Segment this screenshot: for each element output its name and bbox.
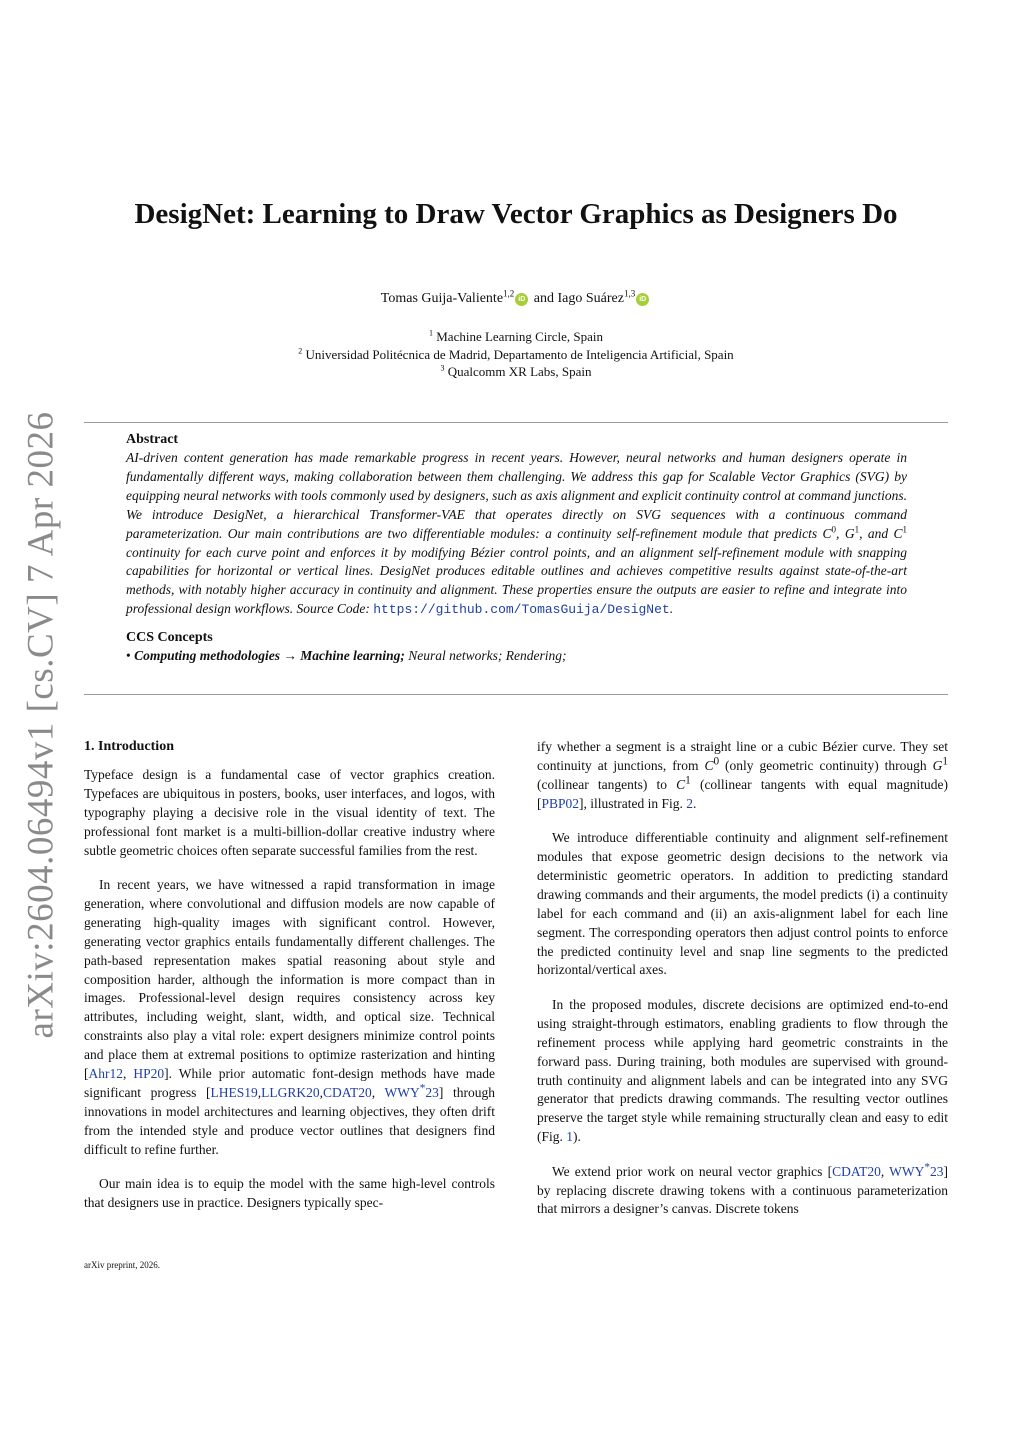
citation-link[interactable]: CDAT20	[322, 1085, 372, 1100]
text-run: ,	[257, 1085, 262, 1100]
math-symbol: C	[822, 525, 832, 541]
text-run: We extend prior work on neural vector graphics [	[552, 1163, 833, 1179]
author-line	[84, 288, 948, 307]
abstract-part: ,	[836, 525, 845, 541]
math-symbol: C	[676, 776, 686, 792]
abstract-part: .	[669, 601, 674, 617]
ccs-term: Machine learning;	[300, 648, 405, 664]
text-run: ]. While prior automatic font-design methods have made significant progress [	[84, 1066, 495, 1100]
math-symbol: G	[844, 525, 855, 541]
math-symbol: G	[932, 757, 943, 773]
section-heading: 1. Introduction	[84, 739, 174, 754]
math-superscript: 1	[685, 774, 691, 787]
affiliation-number: 1	[428, 328, 433, 338]
text-run: ], illustrated in Fig.	[579, 795, 687, 811]
affiliations	[84, 328, 948, 381]
text-run: In recent years, we have witnessed a rapid transformation in image generation, where convolutional and diffusion models are now capable of generating high-quality images with significant control. However, generating vector graphics entails fundamentally different challenges. The path-based representation makes spatial reasoning about style and composition harder, although the information is more compact than in images. Professional-level design requires consistency across key attributes, including weight, slant, width, and optical size. Technical constraints also play a vital role: expert designers minimize control points and place them at extremal positions to optimize rasterization and hinting [	[84, 877, 495, 1082]
text-run: (collinear tangents with equal magnitude) [	[537, 776, 948, 811]
source-code-link[interactable]: https://github.com/TomasGuija/DesigNet	[373, 602, 670, 618]
paragraph	[84, 876, 495, 1160]
citation-star: *	[924, 1161, 930, 1174]
abstract-part: continuity for each curve point and enforces it by modifying Bézier control points, and an alignment self-refinement module with snapping capabilities for horizontal or vertical lines. DesigNet produces editable outlines and achieves competitive results against state-of-the-art methods, with notably higher accuracy in continuity and alignment. These properties ensure the outputs are easier to refine and integrate into professional design workflows. Source Code:	[126, 544, 907, 617]
text-run: ,	[880, 1163, 885, 1179]
figure-link[interactable]: 1	[566, 1129, 574, 1145]
author-conjunction: and	[533, 291, 554, 306]
left-column	[84, 738, 495, 1228]
orcid-icon[interactable]: iD	[636, 293, 649, 306]
citation-link[interactable]	[889, 1161, 944, 1179]
citation-link[interactable]: CDAT20	[832, 1163, 881, 1179]
arrow-icon: →	[283, 648, 297, 664]
math-symbol: C	[893, 525, 903, 541]
author-2-affil: 1,3	[623, 288, 636, 299]
citation-text: 23	[930, 1163, 944, 1179]
arxiv-sidebar	[16, 411, 66, 1039]
ccs-term: Computing methodologies	[134, 648, 281, 664]
affiliation-1	[84, 328, 948, 346]
text-run: ,	[319, 1085, 323, 1100]
paragraph	[537, 738, 948, 814]
citation-link[interactable]: PBP02	[541, 795, 580, 811]
citation-link[interactable]: Ahr12	[88, 1066, 123, 1082]
citation-text: WWY	[384, 1085, 420, 1100]
top-divider	[84, 422, 948, 423]
abstract-part: AI-driven content generation has made remarkable progress in recent years. However, neural networks and human designers operate in fundamentally different ways, making collaboration between them challenging. We address this gap for Scalable Vector Graphics (SVG) by equipping neural networks with tools commonly used by designers, such as axis alignment and explicit continuity control at command junctions. We introduce DesigNet, a hierarchical Transformer-VAE that operates directly on SVG sequences with a continuous command parameterization. Our main contributions are two differentiable modules: a continuity self-refinement module that predicts	[126, 450, 907, 541]
text-run: ,	[371, 1085, 376, 1100]
text-run: ] by replacing discrete drawing tokens with a continuous parameterization that mirrors a designer’s canvas. Discrete tokens	[537, 1163, 948, 1217]
citation-link[interactable]: LLGRK20	[261, 1085, 320, 1100]
paragraph	[537, 996, 948, 1147]
paragraph: We introduce differentiable continuity and alignment self-refinement modules that expose geometric design decisions to the network via deterministic geometric operators. In addition to predicting standard drawing commands and their arguments, the model predicts (i) a continuity label for each command and (ii) an axis-alignment label for each line segment. The corresponding operators then adjust control points to enforce the predicted continuity level and snap line segments to the predicted horizontal/vertical axes.	[537, 830, 948, 978]
math-superscript: 0	[831, 524, 837, 535]
math-superscript: 1	[902, 524, 908, 535]
text-run: In the proposed modules, discrete decisions are optimized end-to-end using straight-through estimators, enabling gradients to flow through the refinement process while applying hard geometric constraints in the forward pass. During training, both modules are supervised with ground-truth continuity and alignment labels and can be integrated into any SVG generator that predicts drawing commands. The resulting vector outlines preserve the target style while remaining structurally clean and easy to edit (Fig.	[537, 996, 948, 1145]
math-superscript: 1	[942, 755, 948, 768]
math-symbol: C	[704, 757, 714, 773]
page-footer: arXiv preprint, 2026.	[84, 1260, 160, 1270]
paragraph: Our main idea is to equip the model with the same high-level controls that designers use in practice. Designers typically spec-	[84, 1176, 495, 1211]
author-1-affil: 1,2	[503, 288, 515, 299]
math-superscript: 0	[713, 755, 720, 768]
affiliation-number: 2	[298, 346, 303, 356]
citation-star: *	[419, 1082, 426, 1095]
paragraph: Typeface design is a fundamental case of vector graphics creation. Typefaces are ubiquitous in posters, books, user interfaces, and logos, with typography playing a decisive role in the visual identity of text. The professional font market is a multi-billion-dollar creative industry where subtle geometric choices often separate successful families from the rest.	[84, 767, 495, 858]
text-run: (collinear tangents) to	[537, 776, 677, 792]
text-run: .	[693, 795, 697, 811]
abstract-heading: Abstract	[126, 432, 179, 447]
citation-link[interactable]: HP20	[133, 1066, 165, 1082]
text-run: ] through innovations in model architectures and learning objectives, they often drift from the intended style and produce vector outlines that designers find difficult to refine further.	[84, 1085, 495, 1157]
ccs-heading: CCS Concepts	[126, 630, 213, 646]
citation-link[interactable]	[384, 1082, 439, 1100]
text-run: ).	[573, 1129, 581, 1145]
affiliation-3	[84, 363, 948, 381]
affiliation-text: Qualcomm XR Labs, Spain	[447, 364, 592, 379]
text-run: ify whether a segment is a straight line or a cubic Bézier curve. They set continuity at junctions, from	[537, 739, 948, 773]
author-1-name: Tomas Guija-Valiente	[380, 291, 504, 306]
abstract-part: , and	[859, 525, 894, 541]
affiliation-2	[84, 346, 948, 364]
abstract-block	[126, 431, 907, 665]
right-column	[537, 738, 948, 1235]
ccs-term: Neural networks; Rendering;	[408, 648, 567, 664]
paragraph	[537, 1163, 948, 1220]
abstract-text	[126, 449, 907, 620]
citation-text: 23	[425, 1085, 439, 1100]
text-run: ,	[123, 1066, 127, 1082]
ccs-concepts	[126, 647, 907, 665]
bottom-divider	[84, 694, 948, 695]
citation-link[interactable]: LHES19	[210, 1085, 258, 1100]
citation-text: WWY	[889, 1163, 925, 1179]
orcid-icon[interactable]: iD	[515, 293, 528, 306]
figure-link[interactable]: 2	[686, 795, 694, 811]
paper-title: DesigNet: Learning to Draw Vector Graphics as Designers Do	[134, 198, 898, 230]
math-superscript: 1	[854, 524, 860, 535]
affiliation-number: 3	[440, 363, 445, 373]
bullet-icon: •	[126, 648, 131, 664]
text-run: (only geometric continuity) through	[719, 757, 933, 773]
arxiv-identifier: arXiv:2604.06494v1 [cs.CV] 7 Apr 2026	[20, 411, 62, 1039]
author-2-name: Iago Suárez	[557, 291, 624, 306]
affiliation-text: Machine Learning Circle, Spain	[436, 329, 604, 344]
affiliation-text: Universidad Politécnica de Madrid, Departamento de Inteligencia Artificial, Spain	[305, 346, 734, 362]
